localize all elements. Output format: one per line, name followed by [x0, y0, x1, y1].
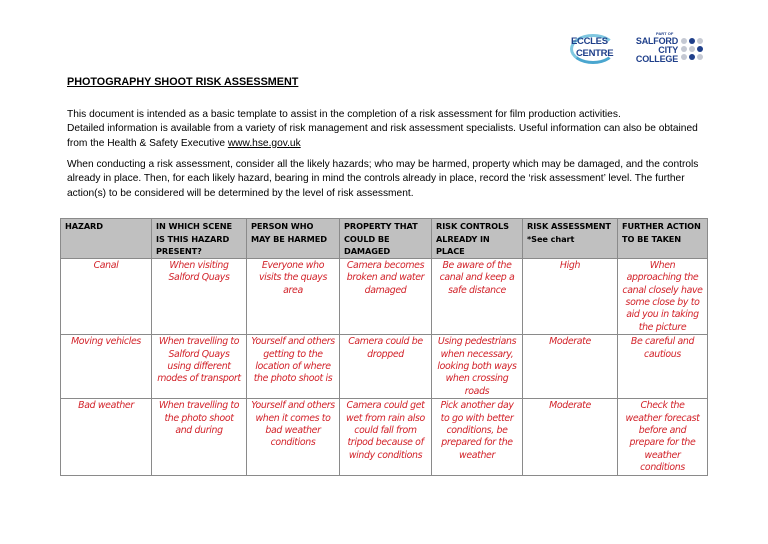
table-header-row	[61, 219, 708, 259]
cell-hazard: Canal	[61, 258, 152, 334]
header-action: FURTHER ACTION TO BE TAKEN	[618, 219, 708, 259]
salford-logo-line2: CITY	[658, 45, 678, 55]
table-row	[61, 335, 708, 399]
guidance-paragraph	[67, 158, 717, 201]
header-hazard: HAZARD	[61, 219, 152, 259]
intro-line-1: This document is intended as a basic template to assist in the completion of a risk assessment for film production activities.	[67, 109, 621, 120]
guidance-line-3: action(s) to be considered will be determined by the level of risk assessment.	[67, 187, 414, 199]
salford-city-college-logo	[628, 30, 708, 70]
eccles-logo-line1: ECCLES	[571, 36, 608, 47]
guidance-line-1: When conducting a risk assessment, consider all the likely hazards; who may be harmed, property which may be damaged, and the controls	[67, 159, 699, 170]
intro-paragraph	[67, 108, 717, 151]
cell-hazard: Bad weather	[61, 399, 152, 475]
cell-assessment: High	[523, 258, 618, 334]
salford-logo-line3: COLLEGE	[635, 54, 678, 64]
risk-assessment-table	[60, 218, 708, 476]
header-assessment: RISK ASSESSMENT *See chart	[523, 219, 618, 259]
intro-line-2: Detailed information is available from a variety of risk management and risk assessment specialists. Useful information can also be obtained	[67, 123, 698, 135]
cell-assessment: Moderate	[523, 335, 618, 399]
cell-hazard: Moving vehicles	[61, 335, 152, 399]
cell-property: Camera becomes broken and water damaged	[340, 258, 432, 334]
cell-person: Yourself and others getting to the location of where the photo shoot is	[247, 335, 340, 399]
cell-property: Camera could get wet from rain also could fall from tripod because of windy conditions	[340, 399, 432, 475]
intro-line-3	[67, 137, 717, 151]
intro-line-3-text: from the Health & Safety Executive	[67, 137, 228, 149]
cell-scene: When travelling to the photo shoot and during	[152, 399, 247, 475]
salford-logo-part-of: PART OF	[656, 31, 674, 36]
document-title: PHOTOGRAPHY SHOOT RISK ASSESSMENT	[67, 76, 299, 88]
cell-scene: When visiting Salford Quays	[152, 258, 247, 334]
cell-controls: Pick another day to go with better conditions, be prepared for the weather	[432, 399, 523, 475]
table-row	[61, 399, 708, 475]
cell-action: Check the weather forecast before and prepare for the weather conditions	[618, 399, 708, 475]
cell-action: When approaching the canal closely have some close by to aid you in taking the picture	[618, 258, 708, 334]
logos	[568, 30, 708, 70]
hse-link[interactable]: www.hse.gov.uk	[227, 137, 301, 149]
cell-assessment: Moderate	[523, 399, 618, 475]
salford-logo-line1: SALFORD	[635, 36, 678, 46]
cell-scene: When travelling to Salford Quays using different modes of transport	[152, 335, 247, 399]
header-scene: IN WHICH SCENE IS THIS HAZARD PRESENT?	[152, 219, 247, 259]
cell-person: Everyone who visits the quays area	[247, 258, 340, 334]
header-controls: RISK CONTROLS ALREADY IN PLACE	[432, 219, 523, 259]
cell-person: Yourself and others when it comes to bad weather conditions	[247, 399, 340, 475]
cell-action: Be careful and cautious	[618, 335, 708, 399]
cell-controls: Be aware of the canal and keep a safe distance	[432, 258, 523, 334]
logo-dots-icon	[681, 38, 704, 60]
cell-property: Camera could be dropped	[340, 335, 432, 399]
cell-controls: Using pedestrians when necessary, looking both ways when crossing roads	[432, 335, 523, 399]
header-person: PERSON WHO MAY BE HARMED	[247, 219, 340, 259]
eccles-logo-line2: CENTRE	[576, 48, 614, 59]
guidance-line-2: already in place. Then, for each likely hazard, bearing in mind the controls already in place, record the ‘risk assessment’ level. The further	[67, 173, 685, 185]
header-property: PROPERTY THAT COULD BE DAMAGED	[340, 219, 432, 259]
table-row	[61, 258, 708, 334]
eccles-centre-logo	[568, 32, 620, 66]
